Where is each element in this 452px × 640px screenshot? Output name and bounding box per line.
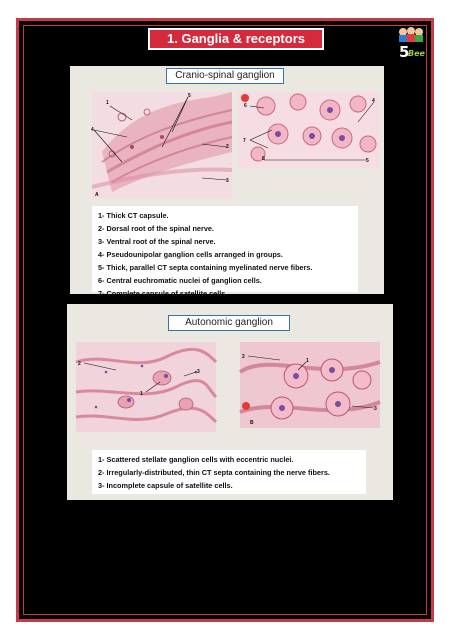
fig1b-label-6: 6 (244, 103, 247, 109)
fig1a-label-5: 5 (188, 93, 191, 99)
legend-item: 1- Scattered stellate ganglion cells with eccentric nuclei. (98, 455, 294, 464)
fig2b-label-2: 2 (242, 354, 245, 360)
legend-item: 2- Dorsal root of the spinal nerve. (98, 224, 214, 233)
fig1b-label-7: 7 (243, 138, 246, 144)
logo (394, 26, 428, 60)
logo-number: 5 (399, 43, 410, 61)
legend-item: 5- Thick, parallel CT septa containing myelinated nerve fibers. (98, 263, 313, 272)
fig2b-label-b: B (250, 420, 254, 426)
fig1b-label-5: 5 (366, 158, 369, 164)
legend-cranio-spinal (92, 206, 358, 298)
fig2b-label-1: 1 (306, 358, 309, 364)
legend-item: 1- Thick CT capsule. (98, 211, 169, 220)
logo-text: Bee (408, 49, 425, 58)
micrograph-cranio-spinal-a (92, 92, 232, 198)
micrograph-autonomic-b (240, 342, 380, 428)
fig1a-label-2: 2 (226, 144, 229, 150)
legend-item: 7- Complete capsule of satellite cells. (98, 289, 228, 298)
section-label-autonomic: Autonomic ganglion (168, 315, 290, 331)
fig1b-label-8: 8 (262, 156, 265, 162)
fig2a-label-1: 1 (140, 391, 143, 397)
fig2b-label-3: 3 (374, 406, 377, 412)
section-label-cranio-spinal: Cranio-spinal ganglion (166, 68, 284, 84)
fig1a-label-4: 4 (91, 127, 94, 133)
fig2a-label-2: 2 (78, 361, 81, 367)
fig1a-label-1: 1 (106, 100, 109, 106)
micrograph-autonomic-a (76, 342, 216, 432)
micrograph-cranio-spinal-b (238, 92, 380, 168)
legend-item: 4- Pseudounipolar ganglion cells arranged in groups. (98, 250, 283, 259)
page-title: 1. Ganglia & receptors (148, 28, 324, 50)
legend-item: 3- Incomplete capsule of satellite cells. (98, 481, 233, 490)
legend-autonomic (92, 450, 366, 494)
legend-item: 2- Irregularly-distributed, thin CT septa containing the nerve fibers. (98, 468, 330, 477)
fig1b-label-4: 4 (372, 98, 375, 104)
legend-item: 6- Central euchromatic nuclei of ganglion cells. (98, 276, 262, 285)
figure-letter-a: A (95, 192, 99, 198)
fig2a-label-3: 3 (197, 369, 200, 375)
legend-item: 3- Ventral root of the spinal nerve. (98, 237, 216, 246)
fig1a-label-3: 3 (226, 178, 229, 184)
